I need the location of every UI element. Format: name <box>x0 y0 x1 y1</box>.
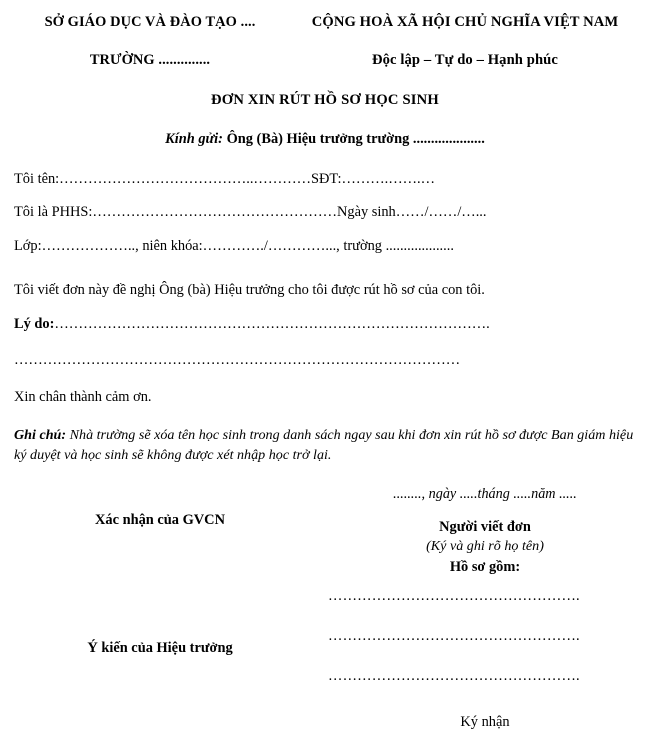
recipient-line <box>0 131 650 148</box>
writer-label: Người viết đơn <box>439 519 531 535</box>
request-statement: Tôi viết đơn này đề nghị Ông (bà) Hiệu trưởng cho tôi được rút hồ sơ của con tôi. <box>14 282 485 298</box>
writer-sub-label: (Ký và ghi rõ họ tên) <box>426 538 544 554</box>
recipient-text: Ông (Bà) Hiệu trưởng trường .................... <box>222 131 485 147</box>
reason-dots[interactable]: ………………………………………………………………………………. <box>54 316 490 332</box>
header-national-motto: Độc lập – Tự do – Hạnh phúc <box>372 52 558 68</box>
field-parent-line[interactable]: Tôi là PHHS:……………………………………………Ngày sinh……/……/…... <box>14 204 487 220</box>
note-block <box>14 425 644 465</box>
field-reason-line-2[interactable]: ………………………………………………………………………………… <box>14 352 461 368</box>
header-school-unit: TRƯỜNG .............. <box>89 52 211 68</box>
gvcn-confirmation-label: Xác nhận của GVCN <box>95 512 225 528</box>
note-label: Ghi chú: <box>14 427 67 443</box>
field-reason-line[interactable] <box>14 315 638 334</box>
thanks-text: Xin chân thành cảm ơn. <box>14 389 152 405</box>
date-line[interactable]: ........, ngày .....tháng .....năm ..... <box>393 486 577 502</box>
documents-dot-line-1[interactable]: ……………………………………………. <box>328 588 580 604</box>
page-title: ĐƠN XIN RÚT HỒ SƠ HỌC SINH <box>211 92 439 108</box>
recipient-label: Kính gửi: <box>165 131 223 147</box>
note-text: Nhà trường sẽ xóa tên học sinh trong danh sách ngay sau khi đơn xin rút hồ sơ được Ban giám hiệu ký duyệt và học sinh sẽ không được xét nhập học trở lại. <box>14 427 634 463</box>
header-national-title: CỘNG HOÀ XÃ HỘI CHỦ NGHĨA VIỆT NAM <box>311 14 619 30</box>
principal-opinion-label: Ý kiến của Hiệu trưởng <box>87 640 233 656</box>
header-organization: SỞ GIÁO DỤC VÀ ĐÀO TẠO .... <box>44 14 256 30</box>
field-class-line[interactable]: Lớp:……………….., niên khóa:…………./…………..., trường ................... <box>14 238 454 254</box>
documents-label: Hồ sơ gồm: <box>449 559 521 575</box>
documents-dot-line-2[interactable]: ……………………………………………. <box>328 628 580 644</box>
documents-dot-line-3[interactable]: ……………………………………………. <box>328 668 580 684</box>
reason-label: Lý do: <box>14 316 55 332</box>
field-name-line[interactable]: Tôi tên:…………………………………..…………SĐT:……….…….… <box>14 171 436 187</box>
signoff-label: Ký nhận <box>460 714 510 730</box>
